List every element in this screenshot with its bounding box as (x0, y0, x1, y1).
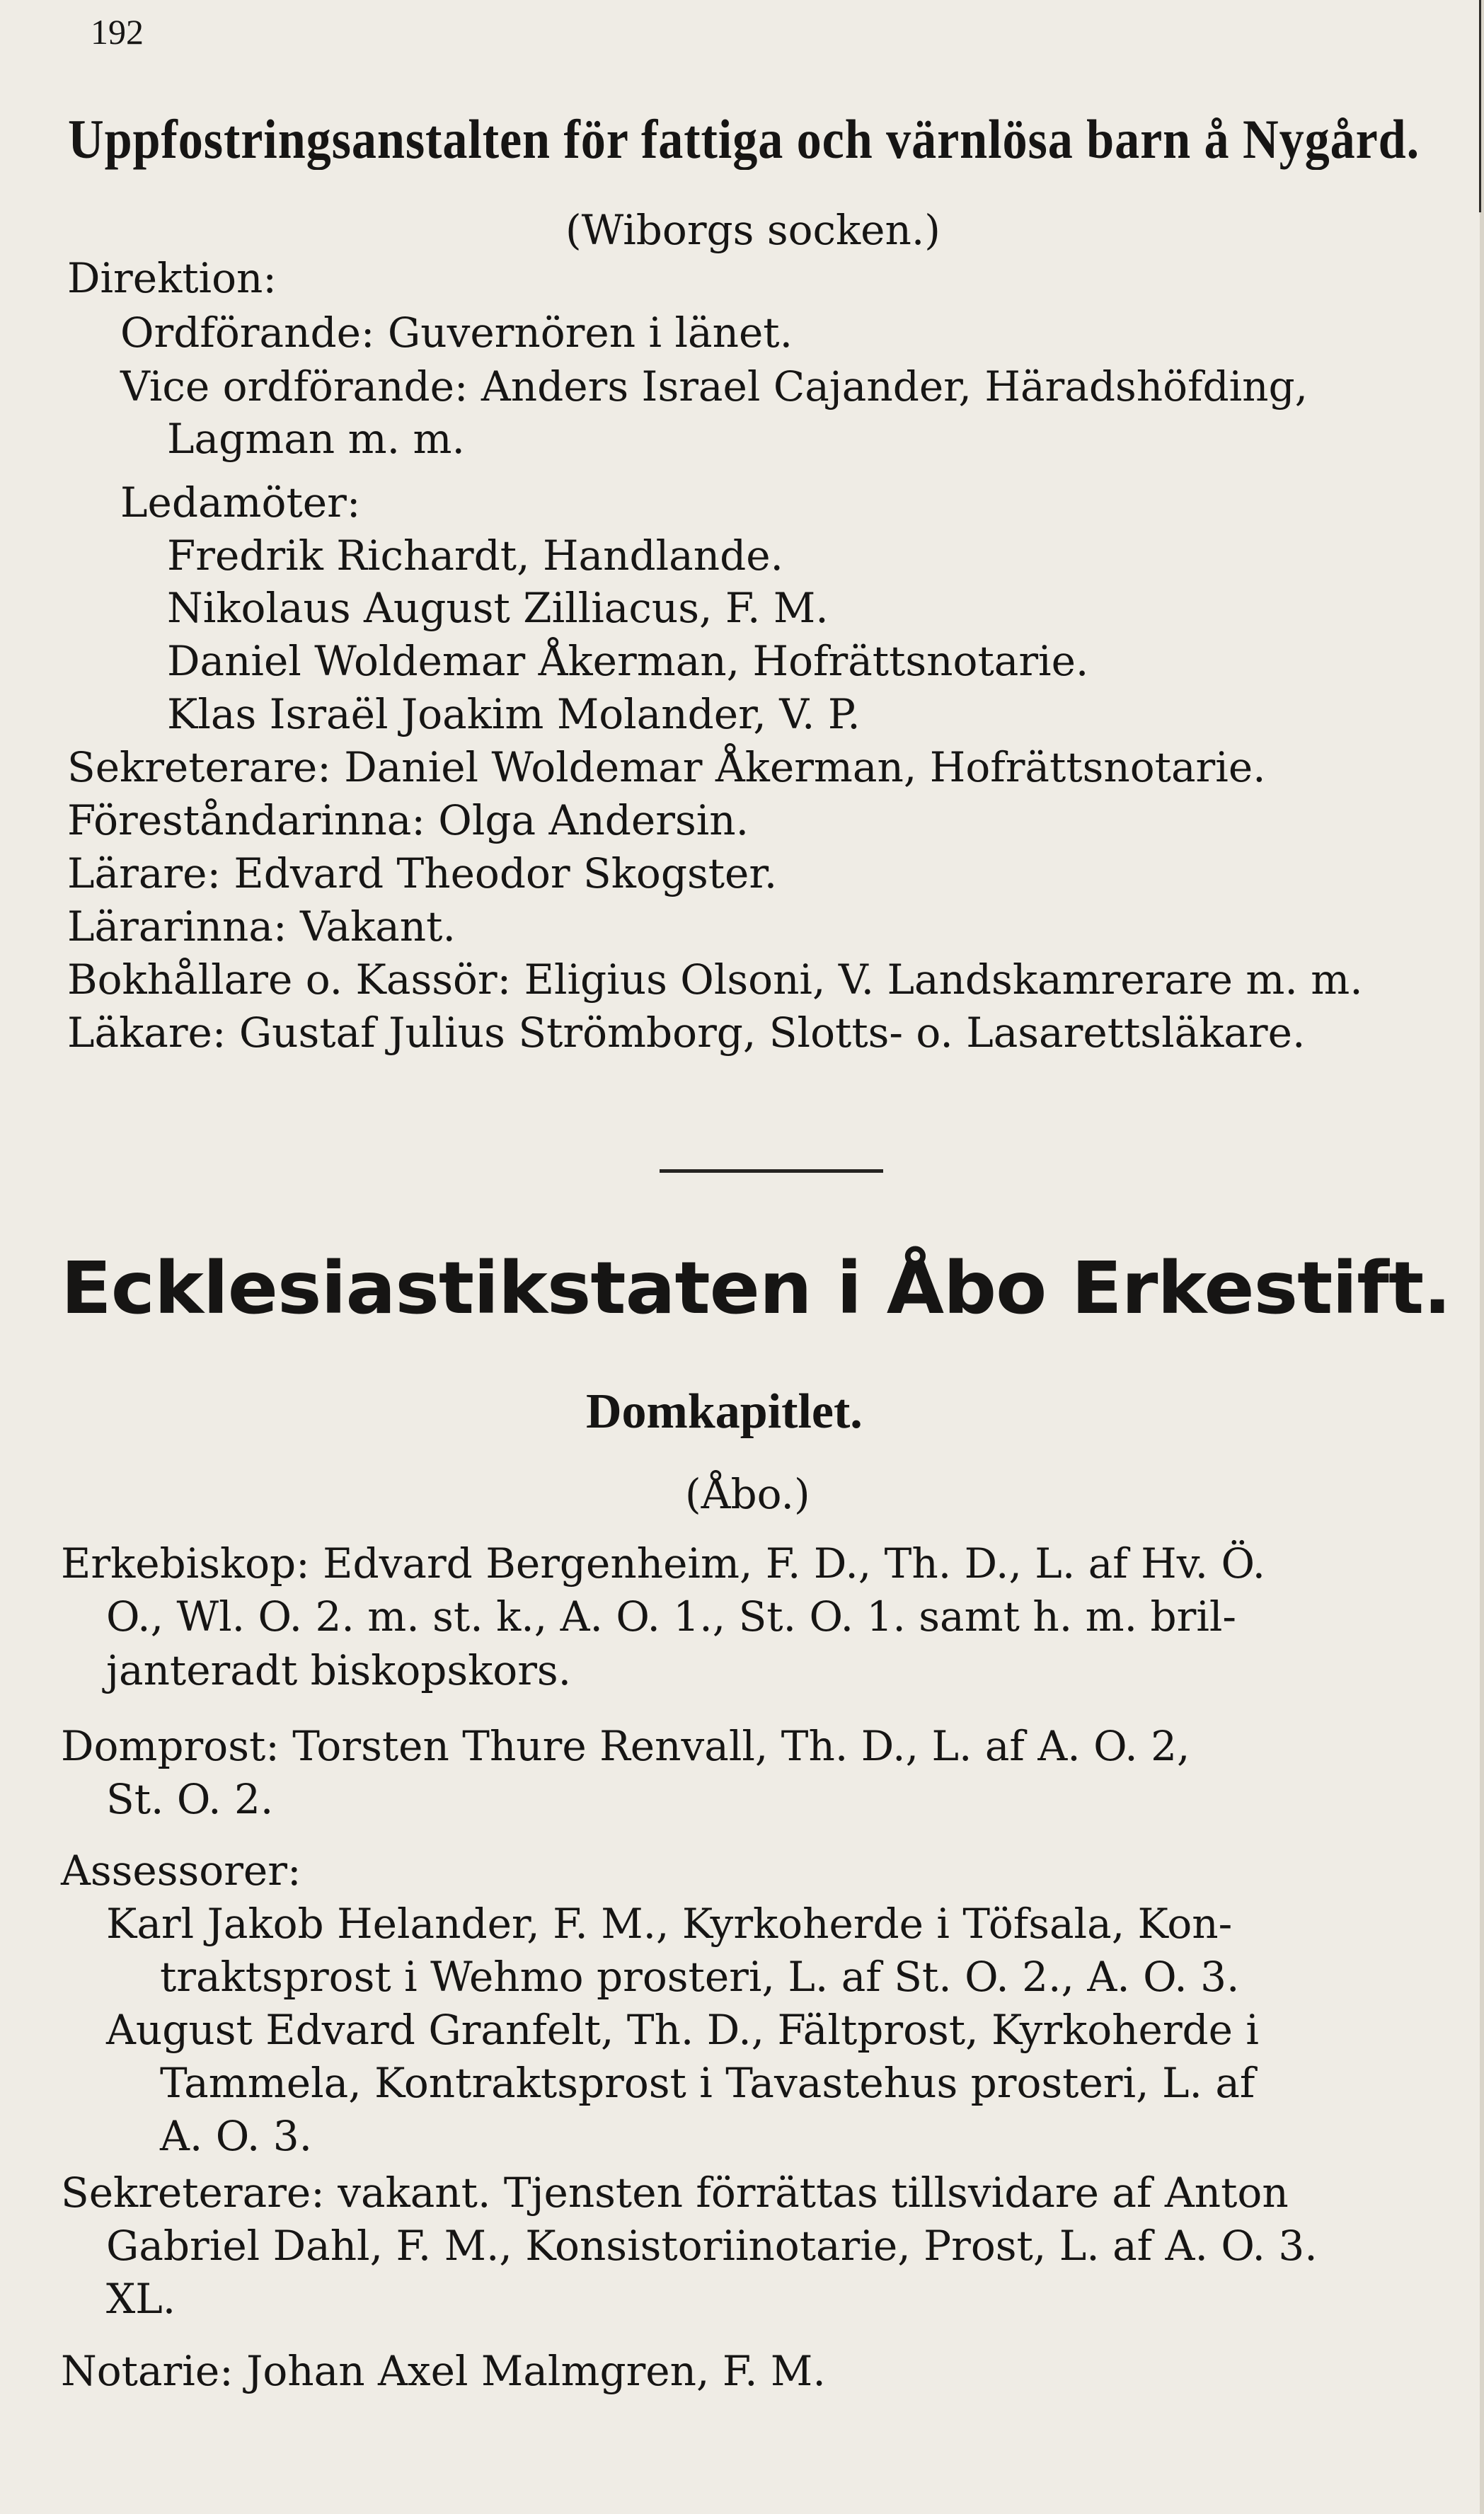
sekreterare-line: Sekreterare: Daniel Woldemar Åkerman, Hofrättsnotarie. (67, 743, 1266, 791)
erkebiskop-continuation: O., Wl. O. 2. m. st. k., A. O. 1., St. O. 1. samt h. m. bril- (106, 1592, 1237, 1641)
location-subtitle: (Wiborgs socken.) (565, 206, 941, 254)
bokhallare-line: Bokhållare o. Kassör: Eligius Olsoni, V. Landskamrerare m. m. (67, 955, 1363, 1004)
assessor-continuation: Tammela, Kontraktsprost i Tavastehus prosteri, L. af (160, 2059, 1255, 2107)
direktion-label: Direktion: (67, 254, 277, 302)
forestandarinna-line: Föreståndarinna: Olga Andersin. (67, 796, 749, 844)
vice-ordforande-continuation: Lagman m. m. (167, 415, 465, 463)
sekreterare-continuation: Gabriel Dahl, F. M., Konsistoriinotarie, Prost, L. af A. O. 3. (106, 2222, 1318, 2270)
page-number: 192 (91, 12, 144, 52)
member-line: Daniel Woldemar Åkerman, Hofrättsnotarie. (167, 637, 1089, 685)
page-edge-line (1479, 0, 1481, 212)
ledamoter-label: Ledamöter: (120, 478, 361, 527)
assessor-line: August Edvard Granfelt, Th. D., Fältprost, Kyrkoherde i (106, 2006, 1259, 2054)
member-line: Fredrik Richardt, Handlande. (167, 532, 783, 580)
assessor-continuation: A. O. 3. (160, 2112, 313, 2160)
assessor-line: Karl Jakob Helander, F. M., Kyrkoherde i Töfsala, Kon- (106, 1900, 1233, 1948)
section-divider (660, 1169, 883, 1173)
page-right-edge (1480, 0, 1484, 2514)
member-line: Nikolaus August Zilliacus, F. M. (167, 584, 829, 632)
assessor-continuation: traktsprost i Wehmo prosteri, L. af St. O. 2., A. O. 3. (160, 1953, 1240, 2001)
notarie-line: Notarie: Johan Axel Malmgren, F. M. (61, 2347, 826, 2395)
ordforande-line: Ordförande: Guvernören i länet. (120, 309, 793, 357)
subsection-location: (Åbo.) (685, 1470, 810, 1518)
erkebiskop-line: Erkebiskop: Edvard Bergenheim, F. D., Th. D., L. af Hv. Ö. (61, 1539, 1266, 1588)
page-title: Uppfostringsanstalten för fattiga och värnlösa barn å Nygård. (68, 108, 1420, 170)
section-title: Ecklesiastikstaten i Åbo Erkestift. (61, 1246, 1451, 1331)
lakare-line: Läkare: Gustaf Julius Strömborg, Slotts- o. Lasarettsläkare. (67, 1009, 1306, 1057)
erkebiskop-continuation: janteradt biskopskors. (106, 1646, 572, 1694)
larare-line: Lärare: Edvard Theodor Skogster. (67, 849, 778, 897)
domprost-continuation: St. O. 2. (106, 1775, 274, 1823)
subsection-title: Domkapitlet. (586, 1384, 863, 1439)
lararinna-line: Lärarinna: Vakant. (67, 902, 456, 951)
assessorer-label: Assessorer: (61, 1847, 301, 1895)
domprost-line: Domprost: Torsten Thure Renvall, Th. D., L. af A. O. 2, (61, 1722, 1190, 1770)
sekreterare-line: Sekreterare: vakant. Tjensten förrättas tillsvidare af Anton (61, 2169, 1289, 2217)
member-line: Klas Israël Joakim Molander, V. P. (167, 690, 861, 738)
sekreterare-continuation: XL. (106, 2275, 176, 2323)
vice-ordforande-line: Vice ordförande: Anders Israel Cajander, Häradshöfding, (120, 362, 1308, 411)
